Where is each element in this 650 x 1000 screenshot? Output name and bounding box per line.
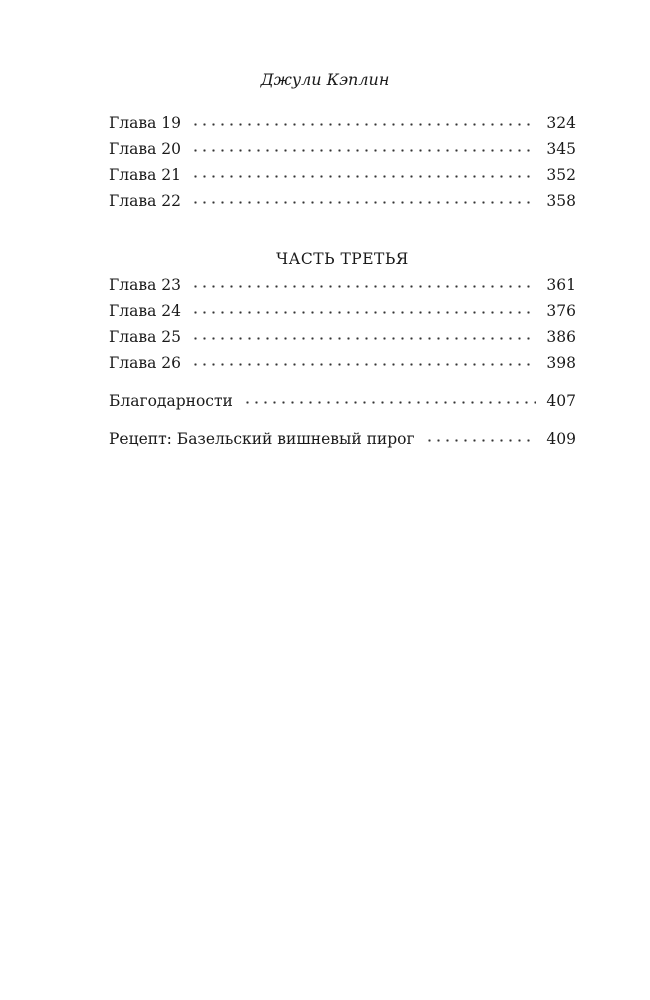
dot-leader [191,149,536,152]
toc-entry [109,324,576,350]
toc-entry-page: 398 [546,354,576,372]
toc-entry-page: 386 [546,328,576,346]
dot-leader [191,363,536,366]
toc-entry-title: Глава 20 [109,140,181,158]
toc-entry-page: 345 [546,140,576,158]
toc-entry-title: Глава 25 [109,328,181,346]
dot-leader [191,123,536,126]
dot-leader [243,401,536,404]
part-heading: ЧАСТЬ ТРЕТЬЯ [276,250,409,268]
toc-entry-title: Глава 26 [109,354,181,372]
toc-entry-title: Глава 22 [109,192,181,210]
toc-entry [109,136,576,162]
toc-entry-page: 324 [546,114,576,132]
dot-leader [191,201,536,204]
toc-entry-title: Благодарности [109,392,233,410]
table-of-contents [109,110,576,452]
toc-entry-page: 358 [546,192,576,210]
toc-entry-acknowledgements [109,388,576,414]
toc-entry [109,110,576,136]
running-head-author: Джули Кэплин [260,70,390,89]
toc-entry-page: 376 [546,302,576,320]
toc-entry-title: Глава 21 [109,166,181,184]
toc-entry [109,298,576,324]
dot-leader [191,285,536,288]
spacer [109,414,576,426]
dot-leader [191,175,536,178]
dot-leader [191,337,536,340]
toc-entry-title: Глава 24 [109,302,181,320]
toc-entry-page: 409 [546,430,576,448]
toc-entry [109,188,576,214]
spacer [109,214,576,246]
dot-leader [191,311,536,314]
toc-entry-title: Рецепт: Базельский вишневый пирог [109,430,415,448]
dot-leader [425,439,536,442]
toc-entry-recipe [109,426,576,452]
toc-entry [109,162,576,188]
toc-entry-page: 352 [546,166,576,184]
toc-entry [109,350,576,376]
toc-entry-title: Глава 19 [109,114,181,132]
toc-entry [109,272,576,298]
toc-entry-page: 361 [546,276,576,294]
toc-entry-page: 407 [546,392,576,410]
spacer [109,376,576,388]
toc-entry-title: Глава 23 [109,276,181,294]
